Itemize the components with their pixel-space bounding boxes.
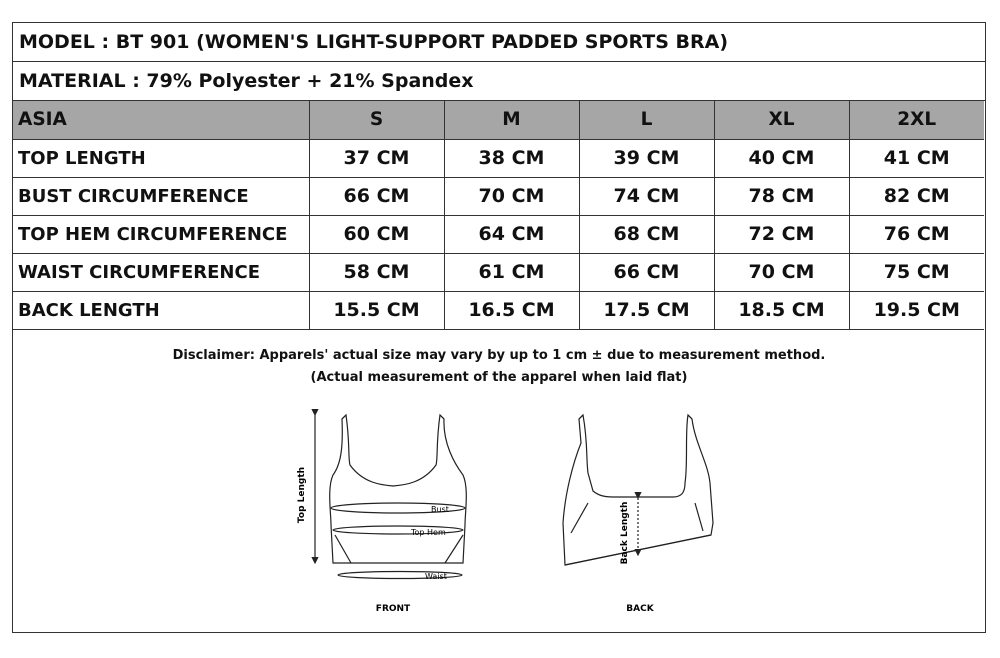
table-cell: 19.5 CM [849, 291, 984, 329]
table-cell: 17.5 CM [579, 291, 714, 329]
table-cell: 78 CM [714, 177, 849, 215]
table-cell: 58 CM [309, 253, 444, 291]
table-cell: 39 CM [579, 139, 714, 177]
table-cell: 66 CM [309, 177, 444, 215]
table-cell: 37 CM [309, 139, 444, 177]
top-length-label: Top Length [297, 466, 307, 524]
header-region: ASIA [13, 101, 309, 139]
material-line: MATERIAL : 79% Polyester + 21% Spandex [13, 62, 985, 101]
back-bra-illustration [563, 415, 713, 565]
table-header-row [13, 101, 984, 139]
table-cell: 64 CM [444, 215, 579, 253]
size-table [13, 101, 984, 330]
table-cell: 41 CM [849, 139, 984, 177]
waist-label: Waist [425, 572, 447, 581]
table-cell: 66 CM [579, 253, 714, 291]
row-label: BACK LENGTH [13, 291, 309, 329]
top-hem-label: Top Hem [411, 528, 446, 537]
header-size-2xl: 2XL [849, 101, 984, 139]
table-cell: 18.5 CM [714, 291, 849, 329]
back-caption: BACK [626, 604, 654, 614]
table-row [13, 215, 984, 253]
table-row [13, 139, 984, 177]
header-size-l: L [579, 101, 714, 139]
table-cell: 76 CM [849, 215, 984, 253]
table-cell: 16.5 CM [444, 291, 579, 329]
table-cell: 70 CM [444, 177, 579, 215]
table-cell: 74 CM [579, 177, 714, 215]
measurement-diagram [13, 403, 984, 633]
table-cell: 82 CM [849, 177, 984, 215]
back-length-label: Back Length [620, 501, 630, 565]
table-cell: 68 CM [579, 215, 714, 253]
front-bra-illustration [315, 415, 466, 579]
header-size-m: M [444, 101, 579, 139]
row-label: WAIST CIRCUMFERENCE [13, 253, 309, 291]
table-row [13, 177, 984, 215]
table-cell: 72 CM [714, 215, 849, 253]
table-cell: 61 CM [444, 253, 579, 291]
table-cell: 70 CM [714, 253, 849, 291]
table-cell: 15.5 CM [309, 291, 444, 329]
table-cell: 75 CM [849, 253, 984, 291]
table-cell: 40 CM [714, 139, 849, 177]
bust-label: Bust [431, 505, 449, 514]
model-title: MODEL : BT 901 (WOMEN'S LIGHT-SUPPORT PADDED SPORTS BRA) [13, 23, 985, 62]
table-row [13, 253, 984, 291]
header-size-s: S [309, 101, 444, 139]
row-label: TOP HEM CIRCUMFERENCE [13, 215, 309, 253]
table-cell: 60 CM [309, 215, 444, 253]
disclaimer-note: (Actual measurement of the apparel when laid flat) [310, 370, 688, 385]
header-size-xl: XL [714, 101, 849, 139]
table-row [13, 291, 984, 329]
disclaimer [13, 345, 985, 389]
table-cell: 38 CM [444, 139, 579, 177]
row-label: TOP LENGTH [13, 139, 309, 177]
front-caption: FRONT [375, 604, 411, 614]
disclaimer-text: Disclaimer: Apparels' actual size may vary by up to 1 cm ± due to measurement method. [172, 348, 826, 363]
row-label: BUST CIRCUMFERENCE [13, 177, 309, 215]
size-chart [12, 22, 986, 633]
